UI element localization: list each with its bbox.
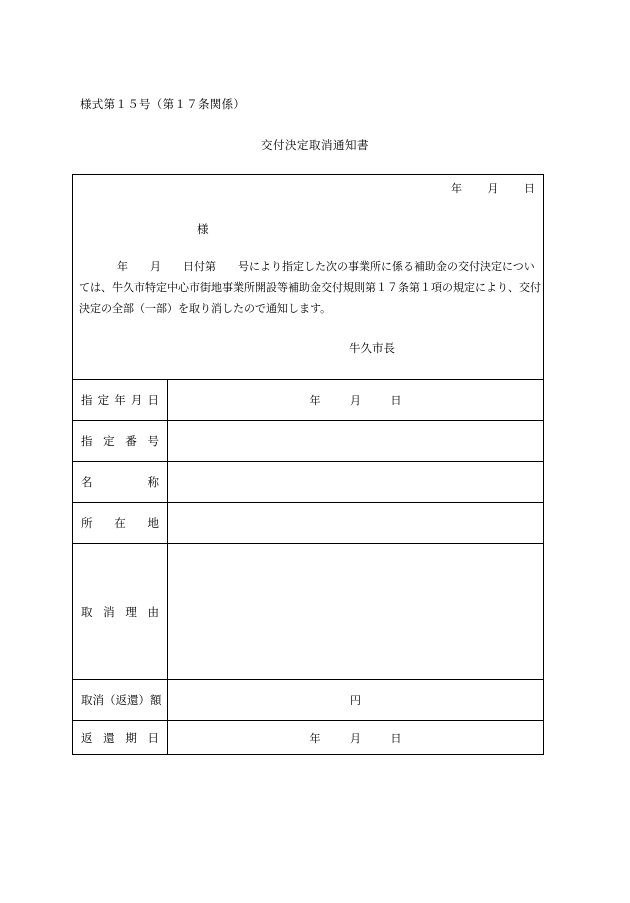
recipient-honorific: 様 bbox=[197, 222, 209, 236]
row-designation-number bbox=[73, 421, 543, 462]
row-location bbox=[73, 503, 543, 544]
notice-body: 年 月 日付第 号により指定した次の事業所に係る補助金の交付決定については、牛久市特定中心市街地事業所開設等補助金交付規則第１７条第１項の規定により、交付決定の全部（一部）を取り消したので通知します。 bbox=[79, 260, 541, 315]
row-value bbox=[168, 544, 543, 679]
row-cancel-amount bbox=[73, 680, 543, 721]
notice-section bbox=[73, 175, 543, 380]
issuer-name: 牛久市長 bbox=[349, 341, 395, 355]
row-label: 名称 bbox=[73, 462, 168, 502]
form-reference: 様式第１５号（第１７条関係） bbox=[80, 97, 246, 111]
notice-date: 年 月 日 bbox=[451, 182, 535, 195]
row-label: 取消（返還）額 bbox=[73, 680, 168, 720]
row-label: 返還期日 bbox=[73, 721, 168, 754]
document-title: 交付決定取消通知書 bbox=[261, 138, 369, 152]
notice-form bbox=[72, 174, 544, 755]
row-value bbox=[168, 503, 543, 543]
row-label: 取消理由 bbox=[73, 544, 168, 679]
row-value bbox=[168, 421, 543, 461]
row-value bbox=[168, 462, 543, 502]
row-label: 所在地 bbox=[73, 503, 168, 543]
row-cancel-reason bbox=[73, 544, 543, 680]
row-return-date bbox=[73, 721, 543, 754]
row-designation-date bbox=[73, 380, 543, 421]
row-value: 円 bbox=[350, 694, 361, 707]
row-value: 年 月 日 bbox=[309, 731, 402, 745]
row-value: 年 月 日 bbox=[309, 394, 402, 407]
row-label: 指定年月日 bbox=[73, 380, 168, 420]
row-name bbox=[73, 462, 543, 503]
row-label: 指定番号 bbox=[73, 421, 168, 461]
